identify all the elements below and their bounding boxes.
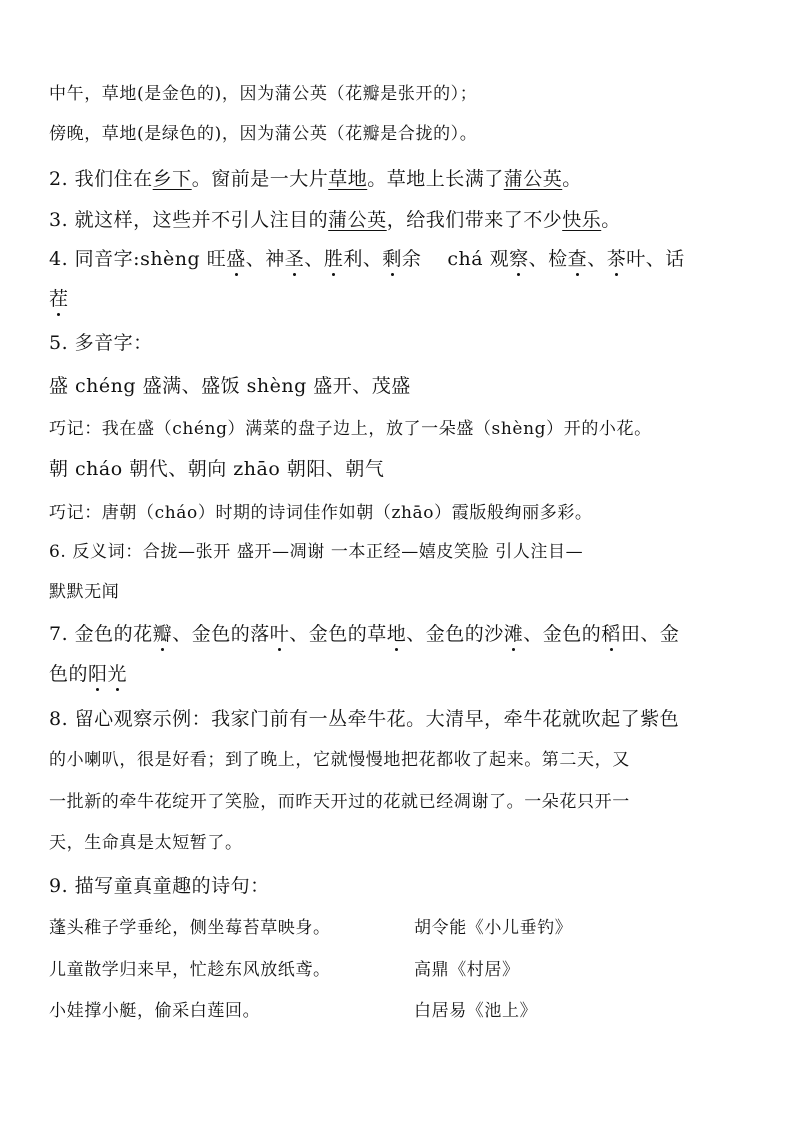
item-7	[49, 625, 679, 644]
text-segment: 。窗前是一大片	[191, 168, 329, 190]
text-segment: 2. 我们住在	[49, 168, 153, 190]
text-segment: 7. 金色的花	[49, 623, 153, 645]
text-segment: 4. 同音字:shèng	[49, 248, 207, 270]
dotted-char: 叶	[269, 623, 290, 645]
underlined-word: 草地	[328, 168, 368, 190]
text-segment: 旺	[206, 248, 227, 270]
text-line: 天，生命真是太短暂了。	[49, 833, 243, 853]
text-line	[49, 290, 69, 309]
text-segment: 田、金	[620, 623, 680, 645]
item-5-heading: 5. 多音字：	[49, 332, 153, 354]
mnemonic-line: 巧记：唐朝（cháo）时期的诗词佳作如朝（zhāo）霞版般绚丽多彩。	[49, 503, 593, 523]
text-segment: chá 观	[447, 248, 510, 270]
text-segment: 。草地上长满了	[367, 168, 504, 190]
text-segment: 3. 就这样，这些并不引人注目的	[49, 209, 329, 231]
poem-line	[49, 962, 749, 979]
item-6: 6. 反义词：合拢—张开 盛开—凋谢 一本正经—嬉皮笑脸 引人注目—	[49, 542, 584, 562]
text-segment: 余	[401, 248, 422, 270]
text-line: 盛 chéng 盛满、盛饭 shèng 盛开、茂盛	[49, 375, 411, 397]
text-line	[49, 665, 127, 684]
text-line: 默默无闻	[49, 582, 120, 602]
poem-verse: 小娃撑小艇，偷采白莲回。	[49, 1001, 261, 1021]
mnemonic-line: 巧记：我在盛（chéng）满菜的盘子边上，放了一朵盛（shèng）开的小花。	[49, 419, 652, 439]
text-segment: 、检	[528, 248, 568, 270]
text-line: 中午，草地(是金色的)，因为蒲公英（花瓣是张开的）；	[49, 84, 478, 104]
text-segment: 、金色的草	[289, 623, 387, 645]
item-2	[49, 170, 582, 189]
poem-source: 胡令能《小儿垂钓》	[414, 918, 573, 938]
text-segment: 利、	[343, 248, 383, 270]
item-3	[49, 211, 621, 230]
text-segment: 。	[601, 209, 621, 231]
poem-source: 高鼎《村居》	[414, 960, 520, 980]
dotted-char: 茶	[606, 248, 627, 270]
text-segment: 、金色的沙	[406, 623, 504, 645]
dotted-char: 剩	[382, 248, 402, 270]
underlined-word: 快乐	[562, 209, 602, 231]
text-line: 的小喇叭，很是好看；到了晚上，它就慢慢地把花都收了起来。第二天，又	[49, 750, 630, 770]
dotted-char: 光	[107, 663, 128, 685]
text-line: 傍晚，草地(是绿色的)，因为蒲公英（花瓣是合拢的）。	[49, 124, 478, 144]
text-segment: 、	[304, 248, 324, 270]
poem-verse: 蓬头稚子学垂纶，侧坐莓苔草映身。	[49, 918, 331, 938]
poem-source: 白居易《池上》	[414, 1001, 538, 1021]
poem-verse: 儿童散学归来早，忙趁东风放纸鸢。	[49, 960, 331, 980]
text-segment: 、金色的	[523, 623, 602, 645]
dotted-char: 查	[567, 248, 588, 270]
dotted-char: 滩	[503, 623, 524, 645]
poem-line	[49, 920, 749, 937]
dotted-char: 盛	[226, 248, 246, 270]
text-segment: 、	[587, 248, 607, 270]
underlined-word: 蒲公英	[328, 209, 387, 231]
item-4	[49, 250, 685, 269]
text-segment: 。	[562, 168, 582, 190]
item-9-heading: 9. 描写童真童趣的诗句：	[49, 875, 270, 897]
dotted-char: 地	[386, 623, 407, 645]
text-segment: 、神	[245, 248, 285, 270]
dotted-char: 察	[509, 248, 529, 270]
text-segment: 、金色的落	[172, 623, 270, 645]
text-line: 朝 cháo 朝代、朝向 zhāo 朝阳、朝气	[49, 458, 385, 480]
underlined-word: 乡下	[152, 168, 192, 190]
text-segment: 叶、话	[626, 248, 685, 270]
text-segment: 色的	[49, 663, 89, 685]
underlined-word: 蒲公英	[503, 168, 563, 190]
text-line: 一批新的牵牛花绽开了笑脸，而昨天开过的花就已经凋谢了。一朵花只开一	[49, 792, 630, 812]
dotted-char: 稻	[601, 623, 621, 645]
dotted-char: 茬	[49, 288, 69, 310]
dotted-char: 胜	[323, 248, 344, 270]
dotted-char: 瓣	[152, 623, 173, 645]
text-segment: ，给我们带来了不少	[386, 209, 563, 231]
poem-line	[49, 1003, 749, 1020]
dotted-char: 阳	[88, 663, 108, 685]
item-8: 8. 留心观察示例：我家门前有一丛牵牛花。大清早，牵牛花就吹起了紫色	[49, 708, 680, 730]
dotted-char: 圣	[284, 248, 305, 270]
